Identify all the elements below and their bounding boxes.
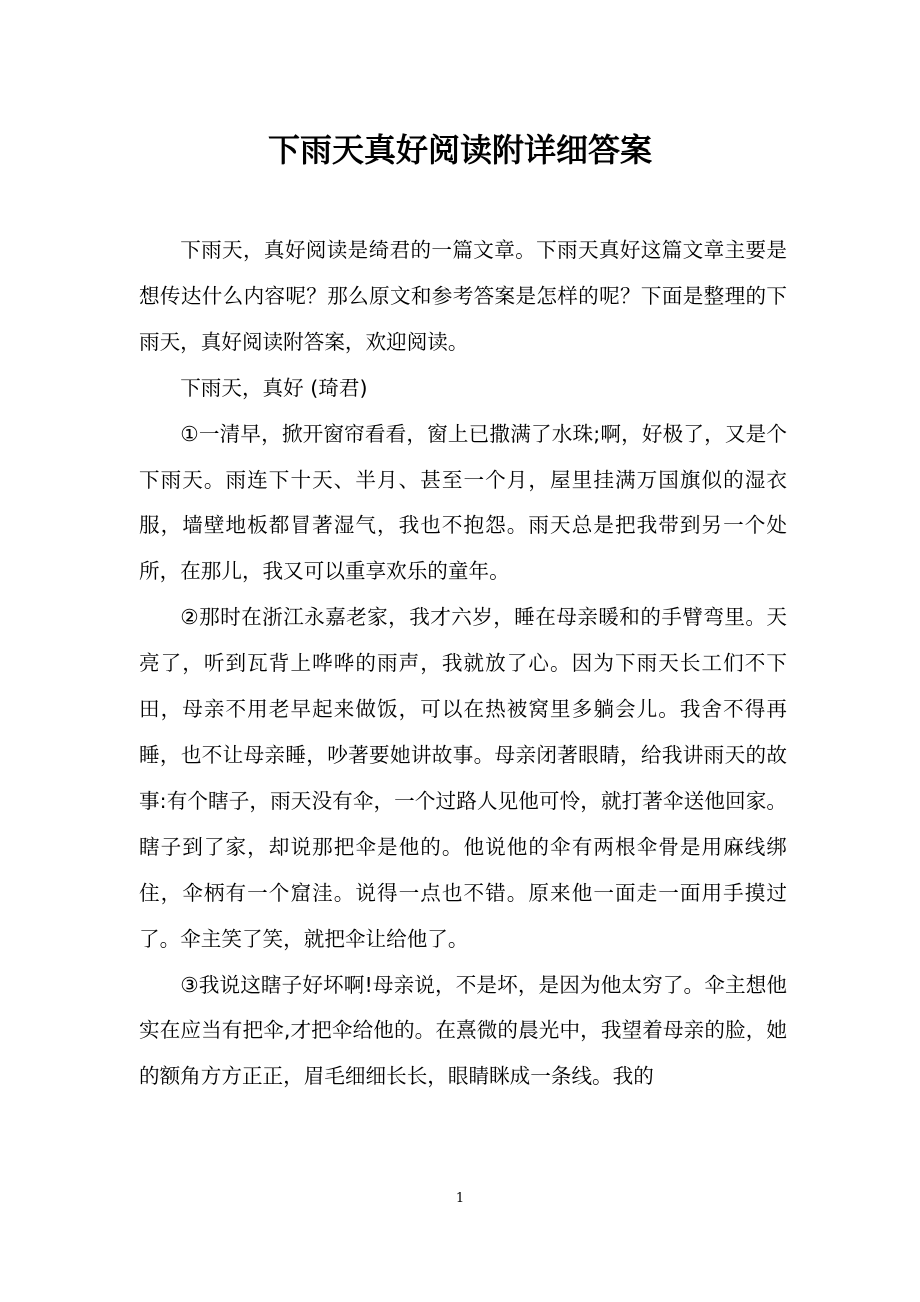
article-heading: 下雨天，真好 (琦君)	[180, 375, 368, 400]
article-paragraph-1: ①一清早，掀开窗帘看看，窗上已撒满了水珠;啊，好极了，又是个下雨天。雨连下十天、半月、甚至一个月，屋里挂满万国旗似的湿衣服，墙壁地板都冒著湿气，我也不抱怨。雨天总是把我带到另一个处所，在那儿，我又可以重享欢乐的童年。	[139, 421, 787, 584]
article-paragraph-2: ②那时在浙江永嘉老家，我才六岁，睡在母亲暖和的手臂弯里。天亮了，听到瓦背上哗哗的雨声，我就放了心。因为下雨天长工们不下田，母亲不用老早起来做饭，可以在热被窝里多躺会儿。我舍不得再睡，也不让母亲睡，吵著要她讲故事。母亲闭著眼睛，给我讲雨天的故事:有个瞎子，雨天没有伞，一个过路人见他可怜，就打著伞送他回家。瞎子到了家，却说那把伞是他的。他说他的伞有两根伞骨是用麻线绑住，伞柄有一个窟洼。说得一点也不错。原来他一面走一面用手摸过了。伞主笑了笑，就把伞让给他了。	[139, 605, 787, 951]
document-body	[139, 228, 787, 1100]
page-number: 1	[455, 1191, 465, 1206]
document-title: 下雨天真好阅读附详细答案	[267, 131, 652, 169]
article-paragraph-3: ③我说这瞎子好坏啊!母亲说，不是坏，是因为他太穷了。伞主想他实在应当有把伞,才把伞给他的。在熹微的晨光中，我望着母亲的脸，她的额角方方正正，眉毛细细长长，眼睛眯成一条线。我的	[139, 972, 787, 1089]
intro-paragraph: 下雨天，真好阅读是绮君的一篇文章。下雨天真好这篇文章主要是想传达什么内容呢？那么原文和参考答案是怎样的呢？下面是整理的下雨天，真好阅读附答案，欢迎阅读。	[139, 238, 787, 354]
